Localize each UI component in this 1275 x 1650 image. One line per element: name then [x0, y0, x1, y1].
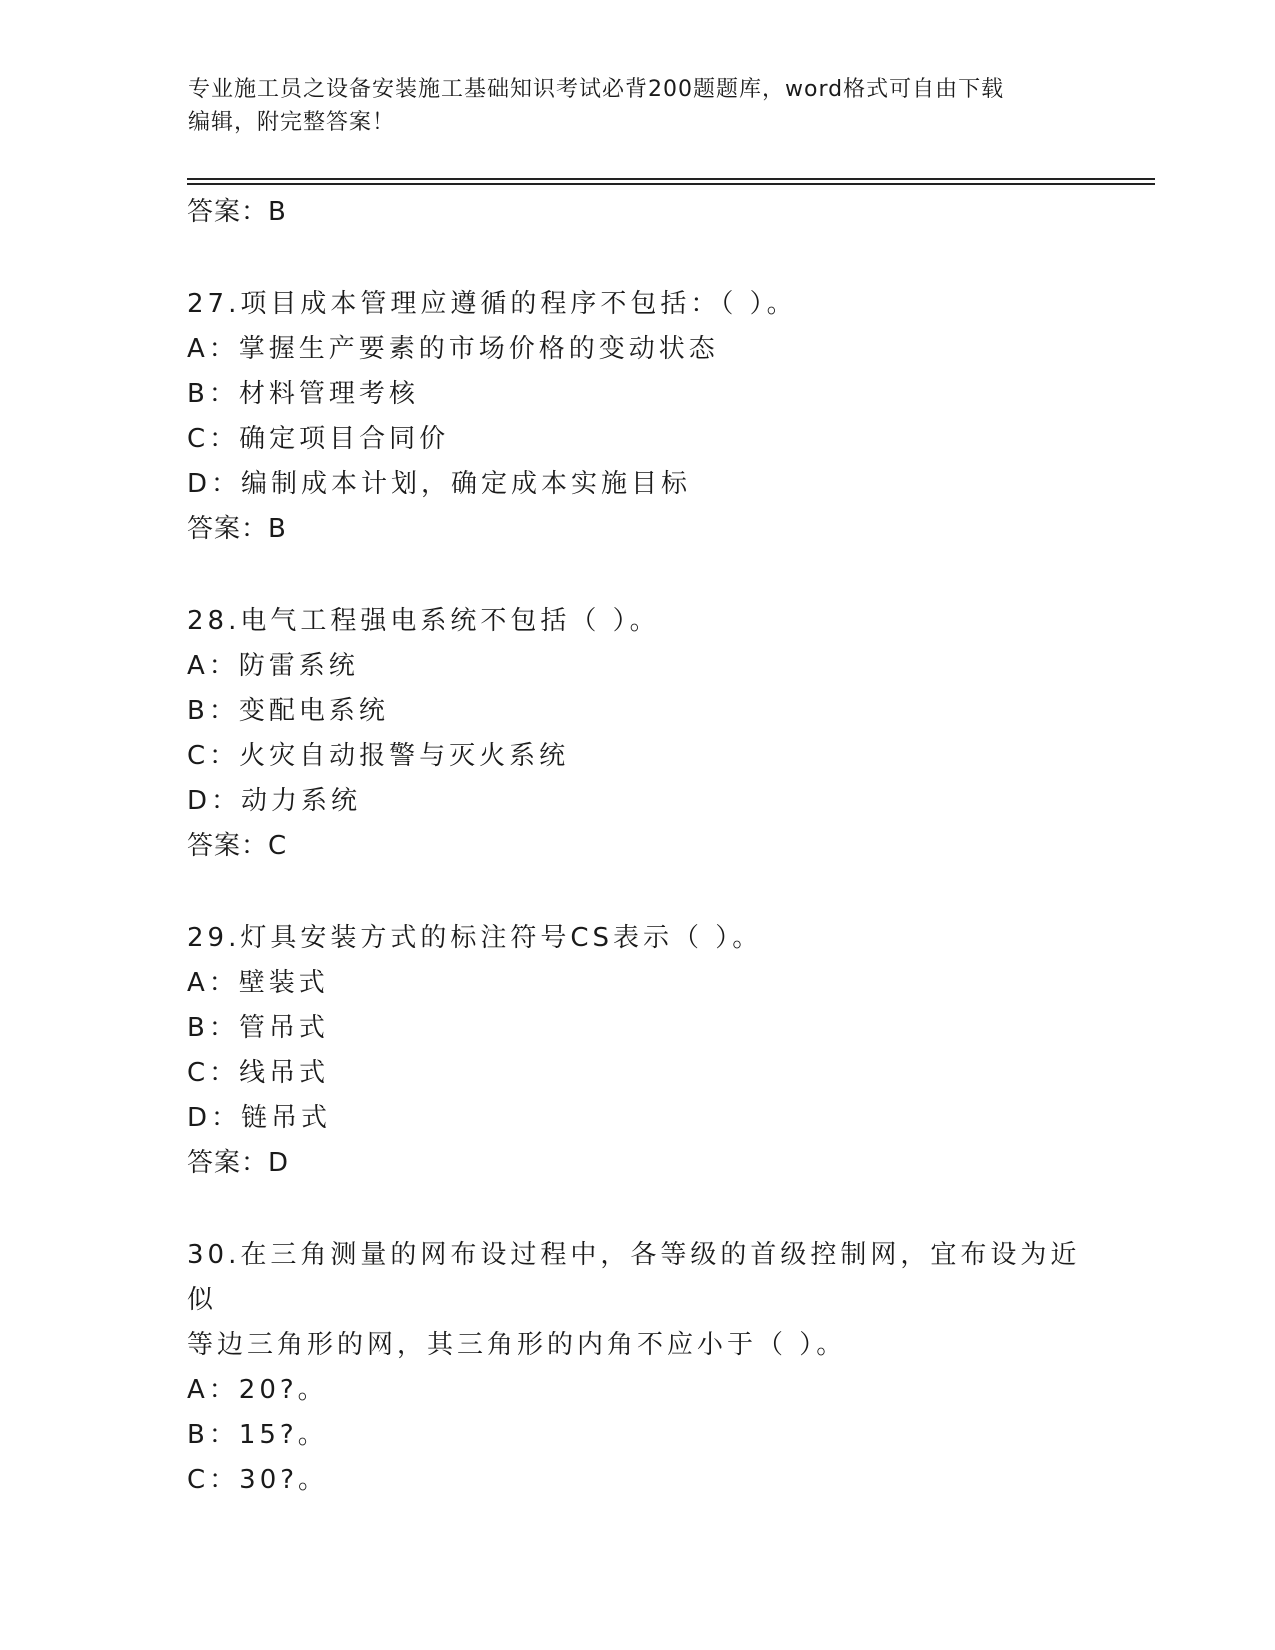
option-d: D：动力系统	[187, 786, 362, 816]
option-c: C：确定项目合同价	[187, 424, 450, 454]
document-header	[188, 73, 1088, 139]
header-divider-bottom	[187, 183, 1155, 185]
question-28	[187, 599, 1087, 869]
question-text: 28.电气工程强电系统不包括（ ）。	[187, 606, 660, 636]
question-text-line-1: 30.在三角测量的网布设过程中，各等级的首级控制网，宜布设为近似	[187, 1240, 1081, 1315]
question-text: 29.灯具安装方式的标注符号CS表示（ ）。	[187, 923, 763, 953]
option-b: B：变配电系统	[187, 696, 389, 726]
option-b: B：管吊式	[187, 1013, 329, 1043]
question-30	[187, 1233, 1087, 1503]
question-list	[187, 190, 1087, 1503]
option-a: A：壁装式	[187, 968, 329, 998]
header-divider-top	[187, 178, 1155, 180]
question-text: 27.项目成本管理应遵循的程序不包括：（ ）。	[187, 289, 797, 319]
answer-line: 答案：C	[187, 831, 288, 861]
answer-line: 答案：B	[187, 197, 287, 227]
option-a: A：防雷系统	[187, 651, 359, 681]
question-29	[187, 916, 1087, 1186]
option-a: A：20?。	[187, 1375, 328, 1405]
question-text-line-2: 等边三角形的网，其三角形的内角不应小于（ ）。	[187, 1330, 847, 1360]
question-27	[187, 282, 1087, 552]
answer-line: 答案：D	[187, 1148, 290, 1178]
header-line-1: 专业施工员之设备安装施工基础知识考试必背200题题库，word格式可自由下载	[188, 77, 1005, 102]
answer-line: 答案：B	[187, 514, 287, 544]
option-c: C：线吊式	[187, 1058, 330, 1088]
option-a: A：掌握生产要素的市场价格的变动状态	[187, 334, 719, 364]
option-d: D：编制成本计划，确定成本实施目标	[187, 469, 692, 499]
option-c: C：火灾自动报警与灭火系统	[187, 741, 570, 771]
option-b: B：15?。	[187, 1420, 328, 1450]
option-d: D：链吊式	[187, 1103, 332, 1133]
option-b: B：材料管理考核	[187, 379, 419, 409]
header-line-2: 编辑，附完整答案！	[188, 110, 396, 135]
option-c: C：30?。	[187, 1465, 329, 1495]
